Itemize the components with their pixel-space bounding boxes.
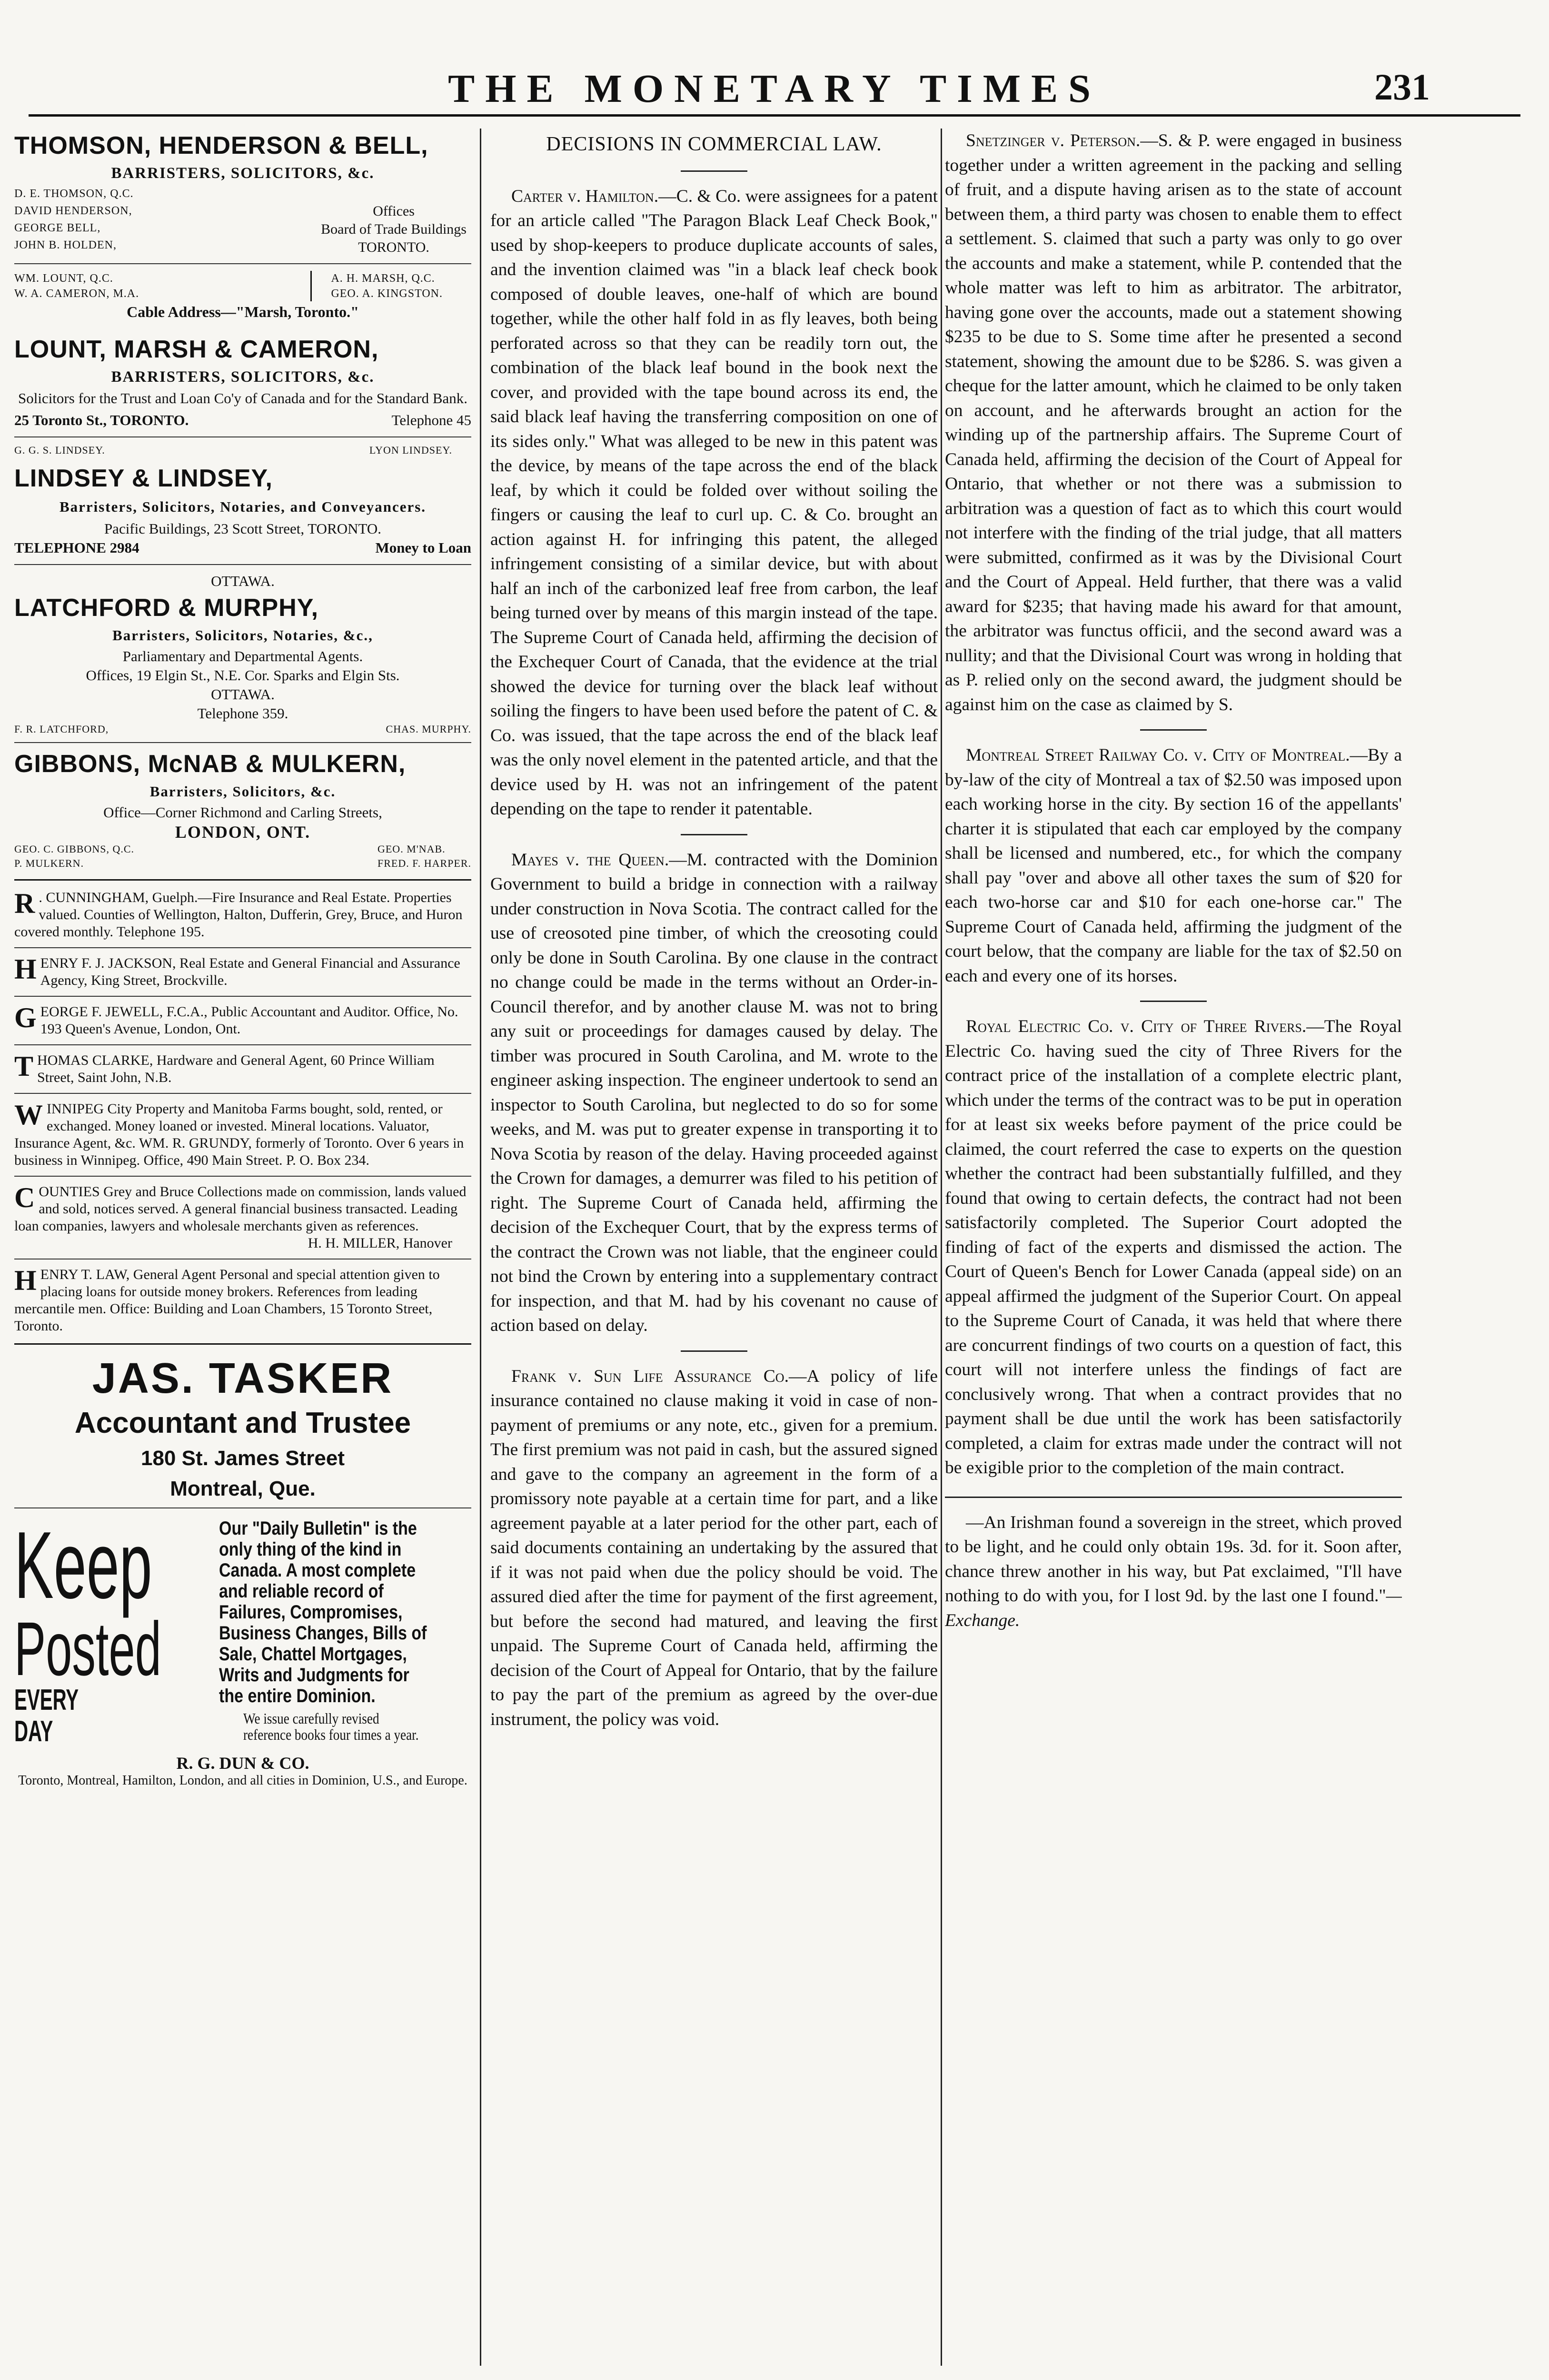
case-paragraph bbox=[945, 743, 1402, 988]
firm-address: 25 Toronto St., TORONTO. bbox=[14, 412, 189, 428]
column-divider-2 bbox=[941, 129, 942, 2366]
tasker-ad bbox=[14, 1354, 471, 1501]
firm-name: GIBBONS, McNAB & MULKERN, bbox=[14, 750, 406, 778]
divider bbox=[14, 263, 471, 264]
firm-address: Offices, 19 Elgin St., N.E. Cor. Sparks and Elgin Sts. bbox=[86, 667, 400, 684]
divider bbox=[14, 879, 471, 881]
dun-ad bbox=[14, 1512, 471, 1788]
firm-phone: Telephone 45 bbox=[391, 412, 471, 428]
divider bbox=[14, 1044, 471, 1045]
partner: LYON LINDSEY. bbox=[369, 444, 452, 456]
lindsey-card bbox=[14, 444, 471, 557]
case-name: Carter v. Hamilton. bbox=[511, 186, 659, 206]
ad-text: . CUNNINGHAM, Guelph.—Fire Insurance and Real Estate. Properties valued. Counties of Wellington, Halton, Dufferin, Grey, Bruce, and Huron covered monthly. Telephone 195. bbox=[14, 890, 463, 940]
gibbons-card bbox=[14, 750, 471, 871]
case-name: Frank v. Sun Life Assurance Co. bbox=[511, 1366, 789, 1386]
partner: GEO. M'NAB. bbox=[377, 843, 446, 855]
day-word: DAY bbox=[14, 1715, 53, 1748]
divider bbox=[945, 1497, 1402, 1498]
firm-phone: TELEPHONE 2984 bbox=[14, 539, 139, 556]
partner: JOHN B. HOLDEN, bbox=[14, 239, 117, 251]
masthead bbox=[0, 57, 1549, 124]
firm-name: LATCHFORD & MURPHY, bbox=[14, 594, 319, 622]
firm-profession: BARRISTERS, SOLICITORS, &c. bbox=[111, 165, 375, 182]
firm-city: OTTAWA. bbox=[211, 573, 275, 589]
decisions-column bbox=[490, 129, 938, 2370]
case-text: —By a by-law of the city of Montreal a tax of $2.50 was imposed upon each working horse in the city. By section 16 of the appellants' charter it is stipulated that each car employed by the company shall be licensed and numbered, etc., for which the company shall pay "over and above all other taxes the sum of $20 for each two-horse car and $10 for each one-horse car." The Supreme Court of Canada held, affirming the judgment of the court below, that the company are liable for the tax of $2.50 on each and every one of its horses. bbox=[945, 745, 1402, 986]
advertisement bbox=[14, 1266, 471, 1335]
posted-word: Posted bbox=[14, 1606, 161, 1691]
advertisement bbox=[14, 889, 471, 941]
partner: DAVID HENDERSON, bbox=[14, 205, 132, 217]
ad-text: INNIPEG City Property and Manitoba Farms bought, sold, rented, or exchanged. Money loaned or invested. Mineral locations. Valuator, Insurance Agent, &c. WM. R. GRUNDY, formerly of Toronto. Over 6 years in business in Winnipeg. Office, 490 Main Street. P. O. Box 234. bbox=[14, 1101, 464, 1168]
partner: A. H. MARSH, Q.C. bbox=[331, 272, 435, 285]
ad-text: EORGE F. JEWELL, F.C.A., Public Accountant and Auditor. Office, No. 193 Queen's Avenue, London, Ont. bbox=[40, 1004, 458, 1037]
advertisement bbox=[14, 955, 471, 989]
partner: CHAS. MURPHY. bbox=[386, 723, 471, 735]
case-text: —The Royal Electric Co. having sued the city of Three Rivers for the contract price of the installation of a complete electric plant, which under the terms of the contract was to be put in operation for at least six weeks before payment of the price could be claimed, the court referred the case to experts on the question whether the contract had been substantially fulfilled, and they found that owing to certain defects, the contract had not been satisfactorily completed. The Superior Court adopted the finding of fact of the experts and dismissed the action. The Court of Queen's Bench for Lower Canada (appeal side) on an appeal affirmed the judgment of the Superior Court. On appeal to the Supreme Court of Canada, it was held that where there are concurrent findings of two courts on a question of fact, this court will not interfere unless the findings of fact are conclusively wrong. That when a contract provides that no payment shall be due until the work has been satisfactorily completed, a claim for extras made under the contract will not be exigible prior to the completion of the main contract. bbox=[945, 1017, 1402, 1478]
advertisement bbox=[14, 1183, 471, 1252]
case-text: —A policy of life insurance contained no clause making it void in case of non-payment of premiums or any note, etc., given for a premium. The first premium was not paid in cash, but the assured signed and gave to the company an agreement in the form of a promissory note payable at a certain time for part, and a like agreement payable at a later period for the other part, each of said documents containing an undertaking by the assured that if it was not paid when due the policy should be void. The assured died after the time for payment of the first agreement, but before the second had matured, and leaving the first unpaid. The Supreme Court of Canada held, affirming the decision of the Court of Appeal for Ontario, that by the failure to pay the part of the premium as agreed by the over-due instrument, the policy was void. bbox=[490, 1366, 938, 1729]
offices-label: Offices bbox=[373, 203, 415, 219]
drop-cap: T bbox=[14, 1051, 34, 1082]
ad-text: OUNTIES Grey and Bruce Collections made on commission, lands valued and sold, notices served. A general financial business transacted. Leading loan companies, lawyers and wholesale merchants given as references. bbox=[14, 1184, 467, 1234]
case-name: Montreal Street Railway Co. v. City of Montreal. bbox=[966, 745, 1350, 765]
divider bbox=[14, 947, 471, 948]
ad-text: ENRY F. J. JACKSON, Real Estate and General Financial and Assurance Agency, King Street, Brockville. bbox=[40, 955, 460, 988]
anecdote-text: —An Irishman found a sovereign in the street, which proved to be light, and he could only obtain 19s. 3d. for it. Soon after, chance threw another in his way, but Pat exclaimed, "I'll have nothing to do with you, for I lost 9d. by the last one I found." bbox=[945, 1512, 1402, 1606]
ad-signature: H. H. MILLER, Hanover bbox=[308, 1235, 452, 1251]
partner: P. MULKERN. bbox=[14, 857, 84, 869]
partner: F. R. LATCHFORD, bbox=[14, 723, 109, 735]
divider bbox=[681, 1350, 747, 1352]
drop-cap: R bbox=[14, 888, 35, 919]
tasker-title: Accountant and Trustee bbox=[74, 1407, 411, 1439]
partner: GEORGE BELL, bbox=[14, 222, 101, 234]
tasker-name: JAS. TASKER bbox=[92, 1355, 394, 1402]
dun-ad-text: Our "Daily Bulletin" is the only thing of the kind in Canada. A most complete and reliable record of Failures, Compromises, Business Changes, Bills of Sale, Chattel Mortgages, Writs and Judgments for the entire Dominion. bbox=[219, 1518, 427, 1706]
firm-name: LOUNT, MARSH & CAMERON, bbox=[14, 336, 379, 363]
divider bbox=[681, 170, 747, 172]
drop-cap: G bbox=[14, 1002, 37, 1033]
drop-cap: H bbox=[14, 1265, 37, 1296]
partner: G. G. S. LINDSEY. bbox=[14, 444, 105, 456]
latchford-card bbox=[14, 572, 471, 735]
firm-name: LINDSEY & LINDSEY, bbox=[14, 465, 273, 492]
divider bbox=[14, 1176, 471, 1177]
firm-address: Pacific Buildings, 23 Scott Street, TORONTO. bbox=[104, 520, 382, 537]
partner: GEO. A. KINGSTON. bbox=[331, 288, 443, 300]
partner: D. E. THOMSON, Q.C. bbox=[14, 188, 134, 200]
partner: WM. LOUNT, Q.C. bbox=[14, 272, 113, 285]
every-word: EVERY bbox=[14, 1684, 79, 1716]
divider bbox=[14, 436, 471, 437]
firm-phone: Telephone 359. bbox=[197, 705, 288, 722]
case-paragraph bbox=[490, 848, 938, 1338]
drop-cap: H bbox=[14, 953, 37, 985]
publication-title: THE MONETARY TIMES bbox=[448, 67, 1101, 111]
ad-text: ENRY T. LAW, General Agent Personal and special attention given to placing loans for outside money brokers. References from leading mercantile men. Office: Building and Loan Chambers, 15 Toronto Street, Toronto. bbox=[14, 1267, 440, 1334]
thomson-card bbox=[14, 131, 471, 257]
firm-money: Money to Loan bbox=[375, 539, 471, 556]
partner: FRED. F. HARPER. bbox=[377, 857, 471, 869]
advertisement bbox=[14, 1052, 471, 1086]
lount-card bbox=[14, 271, 471, 430]
partner: GEO. C. GIBBONS, Q.C. bbox=[14, 843, 135, 855]
dun-name: R. G. DUN & CO. bbox=[176, 1754, 309, 1773]
drop-cap: W bbox=[14, 1099, 43, 1130]
offices-city: TORONTO. bbox=[358, 239, 429, 255]
case-text: —C. & Co. were assignees for a patent for an article called "The Paragon Black Leaf Check Book," used by shop-keepers to produce duplicate accounts of sales, and the invention claimed was "in a black leaf check book composed of double leaves, one-half of which are bound together, while the other half fold in as fly leaves, both being perforated across so that they can be readily torn out, the combination of the black leaf bound in the book next the cover, and provided with the tape bound across its end, the said black leaf having the transferring composition on one of its sides only." What was alleged to be new in this patent was the device, by means of the tape across the end of the black leaf, by which it could be folded over without soiling the fingers or causing the leaf to curl up. C. & Co. brought an action against H. for infringing this patent, the alleged infringement consisting of a similar device, but with about half an inch of the carbonized leaf free from carbon, the leaf being turned over by means of this margin instead of the tape. The Supreme Court of Canada held, affirming the decision of the Exchequer Court of Canada, that the evidence at the trial showed the device for turning over the black leaf without soiling the fingers to have been used before the patent of C. & Co. was issued, that the tape across the end of the black leaf was the only novel element in the patented article, and that the device used by H. was not an infringement of the patent depending on the tape to render it patentable. bbox=[490, 186, 938, 819]
firm-name: THOMSON, HENDERSON & BELL, bbox=[14, 132, 428, 159]
decisions-column-continued bbox=[945, 129, 1402, 2370]
divider bbox=[14, 1507, 471, 1508]
divider bbox=[14, 564, 471, 565]
divider bbox=[681, 834, 747, 835]
divider bbox=[14, 996, 471, 997]
column-divider-1 bbox=[480, 129, 481, 2366]
header-rule bbox=[29, 114, 1520, 117]
divider bbox=[1140, 1001, 1207, 1002]
case-name: Royal Electric Co. v. City of Three Rivers. bbox=[966, 1017, 1307, 1036]
tasker-address: 180 St. James Street bbox=[140, 1447, 345, 1470]
divider bbox=[1140, 729, 1207, 731]
case-text: —S. & P. were engaged in business together under a written agreement in the packing and selling of fruit, and a dispute having arisen as to the state of account between them, a third party was chosen to enable them to effect a settlement. S. claimed that such a party was only to go over the accounts and make a statement, while P. contended that the whole matter was left to him as arbitrator. The arbitrator, having gone over the accounts, made out a statement showing $235 to be due to S. Some time after he presented a second statement, showing the amount due to be $286. S. was given a cheque for the latter amount, which he claimed to be only taken on account, and he afterwards brought an action for the winding up of the partnership affairs. The Supreme Court of Canada held, affirming the decision of the Court of Appeal for Ontario, that whether or not there was a submission to arbitration was a question of fact as to which this court would not interfere with the finding of the trial judge, that all matters were submitted, confirmed as it was by the Divisional Court and the Court of Appeal. Held further, that there was a valid award for $235; that having made his award for that amount, the arbitrator was functus officii, and the second award was a nullity; and that the Divisional Court was wrong in holding that as P. relied only on the second award, the judgment should be against him on the case as claimed by S. bbox=[945, 131, 1402, 714]
keep-word: Keep bbox=[14, 1512, 152, 1618]
divider bbox=[14, 1093, 471, 1094]
ad-text: HOMAS CLARKE, Hardware and General Agent, 60 Prince William Street, Saint John, N.B. bbox=[37, 1052, 435, 1085]
anecdote bbox=[945, 1510, 1402, 1633]
advertisement bbox=[14, 1003, 471, 1038]
directory-column bbox=[14, 129, 471, 2370]
case-name: Snetzinger v. Peterson. bbox=[966, 131, 1141, 150]
firm-description: Solicitors for the Trust and Loan Co'y of Canada and for the Standard Bank. bbox=[18, 390, 468, 407]
case-name: Mayes v. the Queen. bbox=[511, 850, 669, 870]
page-number: 231 bbox=[1374, 66, 1430, 108]
advertisement bbox=[14, 1101, 471, 1169]
firm-profession: Barristers, Solicitors, Notaries, and Conveyancers. bbox=[59, 498, 427, 515]
case-paragraph bbox=[945, 129, 1402, 717]
firm-city: LONDON, ONT. bbox=[175, 823, 311, 842]
case-paragraph bbox=[490, 1364, 938, 1732]
partner: W. A. CAMERON, M.A. bbox=[14, 288, 139, 300]
firm-city: OTTAWA. bbox=[211, 686, 275, 703]
firm-profession: BARRISTERS, SOLICITORS, &c. bbox=[111, 368, 375, 386]
firm-profession: Barristers, Solicitors, &c. bbox=[149, 783, 336, 800]
section-title: DECISIONS IN COMMERCIAL LAW. bbox=[546, 133, 882, 155]
tasker-city: Montreal, Que. bbox=[170, 1477, 316, 1500]
anecdote-source: —Exchange. bbox=[945, 1586, 1402, 1630]
firm-description: Parliamentary and Departmental Agents. bbox=[122, 648, 363, 664]
case-text: —M. contracted with the Dominion Government to build a bridge in connection with a railway under construction in Nova Scotia. The contract called for the use of creosoted pine timber, of which the creosoting could only be done in South Carolina. By one clause in the contract no change could be made in the terms without an Order-in-Council therefor, and by another clause M. was not to bring any suit or proceedings for damages caused by delay. The timber was procured in South Carolina, and M. wrote to the engineer asking inspection. The engineer undertook to send an inspector to South Carolina, but neglected to do so for some weeks, and M. was put to greater expense in transporting it to Nova Scotia by reason of the delay. Having proceeded against the Crown for damages, a demurrer was filed to his petition of right. The Supreme Court of Canada held, affirming the decision of the Exchequer Court, that by the express terms of the contract the Crown was not liable, that the engineer could not bind the Crown by entering into a supplementary contract for inspection, and that M. had by his covenant no cause of action based on delay. bbox=[490, 850, 938, 1335]
firm-profession: Barristers, Solicitors, Notaries, &c., bbox=[112, 627, 373, 644]
divider bbox=[14, 742, 471, 743]
case-paragraph bbox=[945, 1014, 1402, 1480]
dun-address: Toronto, Montreal, Hamilton, London, and all cities in Dominion, U.S., and Europe. bbox=[18, 1773, 467, 1788]
cable-address: Cable Address—"Marsh, Toronto." bbox=[127, 303, 359, 320]
case-paragraph bbox=[490, 184, 938, 822]
divider bbox=[14, 1343, 471, 1345]
dun-ad-note: We issue carefully revised reference books four times a year. bbox=[243, 1710, 419, 1743]
firm-address: Office—Corner Richmond and Carling Streets, bbox=[103, 804, 382, 821]
drop-cap: C bbox=[14, 1182, 35, 1213]
offices-building: Board of Trade Buildings bbox=[321, 221, 467, 237]
